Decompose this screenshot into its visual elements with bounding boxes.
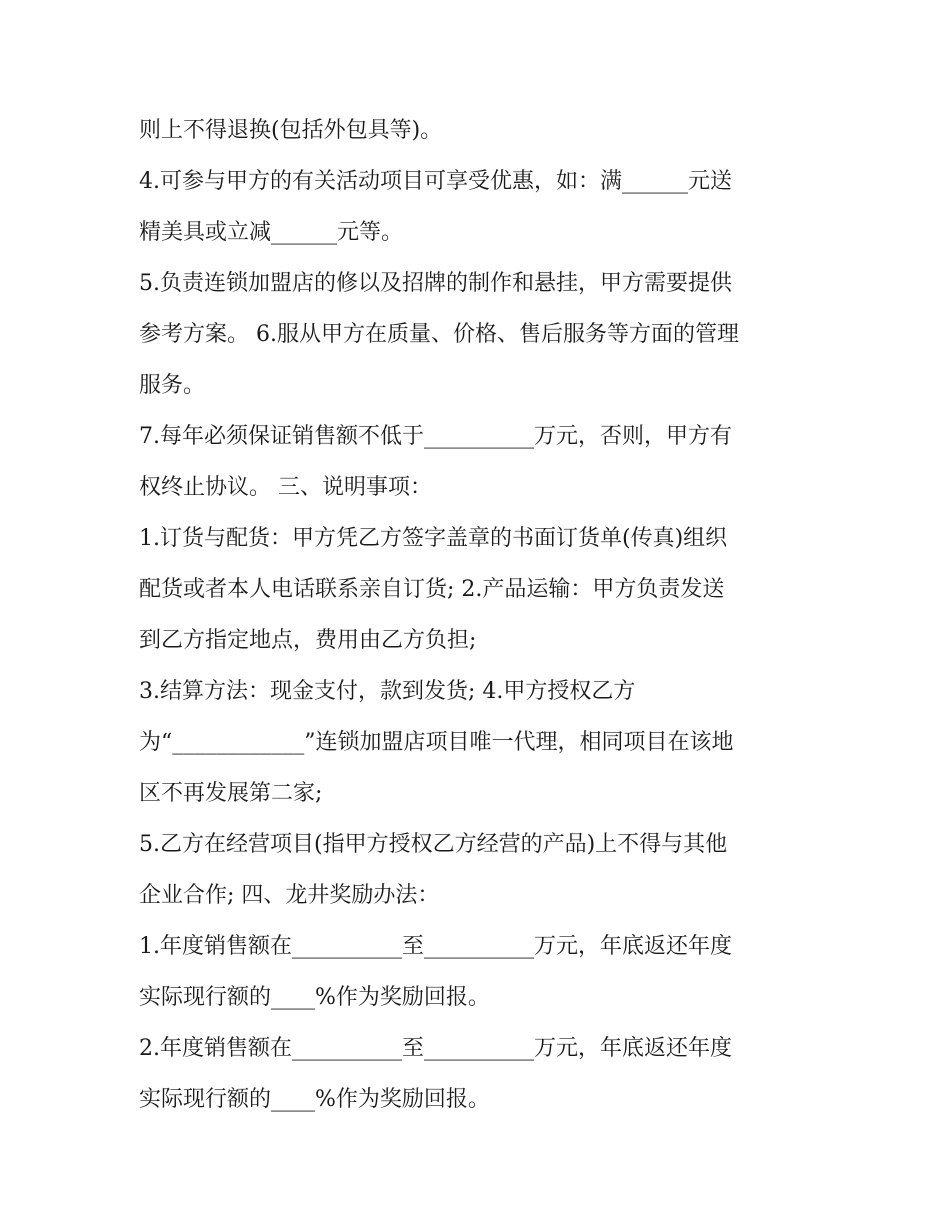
text-line: 1.订货与配货：甲方凭乙方签字盖章的书面订货单(传真)组织 [139, 526, 728, 551]
text-line: 4.可参与甲方的有关活动项目可享受优惠，如：满______元送 [139, 169, 732, 194]
text-line: 实际现行额的____%作为奖励回报。 [139, 1087, 490, 1112]
text-line: 2.年度销售额在__________至__________万元，年底返还年度 [139, 1036, 732, 1061]
text-line: 5.乙方在经营项目(指甲方授权乙方经营的产品)上不得与其他 [139, 832, 728, 857]
text-line: 配货或者本人电话联系亲自订货; 2.产品运输：甲方负责发送 [139, 577, 725, 602]
text-line: 则上不得退换(包括外包具等)。 [139, 118, 443, 143]
text-line: 参考方案。 6.服从甲方在质量、价格、售后服务等方面的管理 [139, 322, 739, 347]
text-line: 3.结算方法：现金支付，款到发货; 4.甲方授权乙方 [139, 679, 636, 704]
text-line: 权终止协议。 三、说明事项： [139, 475, 432, 500]
text-line: 1.年度销售额在__________至__________万元，年底返还年度 [139, 934, 732, 959]
text-line: 精美具或立减______元等。 [139, 220, 404, 245]
text-line: 服务。 [139, 373, 206, 398]
text-line: 企业合作; 四、龙井奖励办法： [139, 883, 440, 908]
text-line: 区不再发展第二家; [139, 781, 323, 806]
document-body [139, 105, 829, 1125]
text-line: 为“____________”连锁加盟店项目唯一代理，相同项目在该地 [139, 730, 734, 755]
text-line: 实际现行额的____%作为奖励回报。 [139, 985, 490, 1010]
text-line: 5.负责连锁加盟店的修以及招牌的制作和悬挂，甲方需要提供 [139, 271, 732, 296]
text-line: 到乙方指定地点，费用由乙方负担; [139, 628, 477, 653]
text-line: 7.每年必须保证销售额不低于__________万元，否则，甲方有 [139, 424, 732, 449]
